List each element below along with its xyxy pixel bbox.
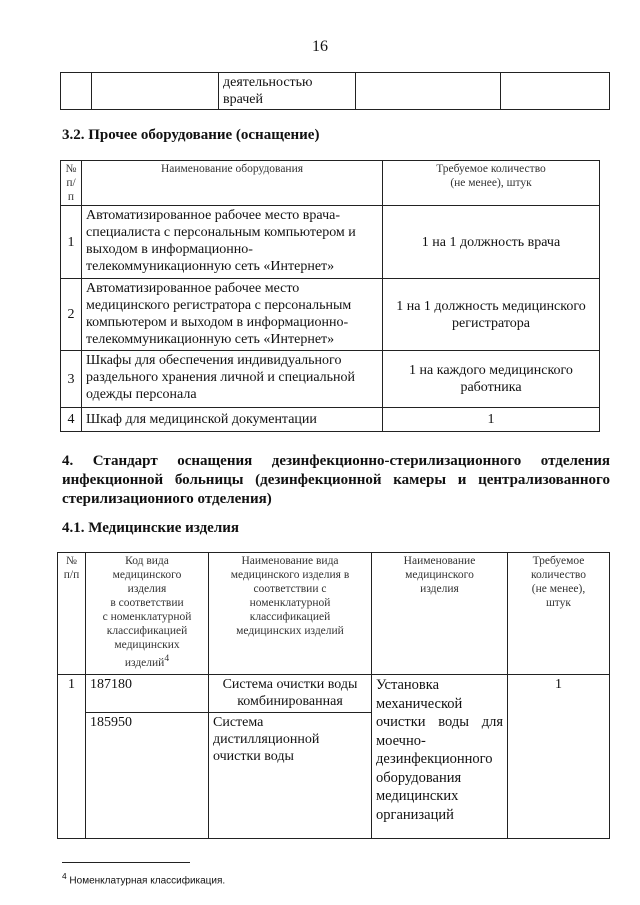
header-number: № п/п (61, 161, 82, 206)
row-name: Автоматизированное рабочее место медицинского регистратора с персональным компьютером и выходом в информационно-телекоммуникационную сеть «Интернет» (82, 279, 383, 351)
footnote-divider (62, 862, 190, 863)
header-device-name: Наименование медицинского изделия (372, 553, 508, 675)
equipment-table (60, 160, 600, 432)
row-qty: 1 на 1 должность медицинского регистратора (383, 279, 600, 351)
header-code-text: Код вида медицинского изделия в соответствии с номенклатурной классификацией медицинских изделий (102, 555, 192, 669)
row-name: Шкафы для обеспечения индивидуального раздельного хранения личной и специальной одежды персонала (82, 351, 383, 408)
table-row (61, 206, 600, 279)
table-row (61, 351, 600, 408)
row-code: 185950 (86, 713, 209, 839)
header-code (86, 553, 209, 675)
row-qty: 1 (508, 675, 610, 839)
row-number: 1 (58, 675, 86, 839)
row-qty: 1 на каждого медицинского работника (383, 351, 600, 408)
section-heading: 4. Стандарт оснащения дезинфекционно-стерилизационного отделения инфекционной больницы (дезинфекционной камеры и централизованного стерилизациониого отделения) (62, 453, 610, 507)
row-name: Шкаф для медицинской документации (82, 408, 383, 432)
row-qty: 1 (383, 408, 600, 432)
row-kind-name: Система очистки воды комбинированная (209, 675, 372, 713)
row-name: Автоматизированное рабочее место врача-специалиста с персональным компьютером и выходом в информационно-телекоммуникационную сеть «Интернет» (82, 206, 383, 279)
table-row (61, 279, 600, 351)
row-number: 2 (61, 279, 82, 351)
table-cell: деятельностью врачей (219, 73, 356, 110)
section-heading: 4.1. Медицинские изделия (62, 520, 239, 536)
row-code: 187180 (86, 675, 209, 713)
row-number: 1 (61, 206, 82, 279)
header-kind-name: Наименование вида медицинского изделия в соответствии с номенклатурной классификацией медицинских изделий (209, 553, 372, 675)
header-number: № п/п (58, 553, 86, 675)
table-row (61, 408, 600, 432)
header-name: Наименование оборудования (82, 161, 383, 206)
top-table-fragment (60, 72, 610, 110)
footnote (62, 871, 225, 886)
medical-devices-table (57, 552, 610, 839)
table-row (58, 675, 610, 713)
section-heading: 3.2. Прочее оборудование (оснащение) (62, 127, 320, 143)
footnote-mark: 4 (62, 871, 67, 881)
header-qty: Требуемое количество (не менее), штук (508, 553, 610, 675)
row-qty: 1 на 1 должность врача (383, 206, 600, 279)
row-kind-name: Система дистилляционной очистки воды (209, 713, 372, 839)
footnote-mark: 4 (164, 653, 170, 664)
page-number: 16 (312, 38, 328, 55)
row-number: 4 (61, 408, 82, 432)
footnote-text: Номенклатурная классификация. (69, 875, 226, 887)
row-number: 3 (61, 351, 82, 408)
header-qty: Требуемое количество (не менее), штук (383, 161, 600, 206)
row-device-name: Установка механической очистки воды для моечно-дезинфекционного оборудования медицинских организаций (372, 675, 508, 839)
